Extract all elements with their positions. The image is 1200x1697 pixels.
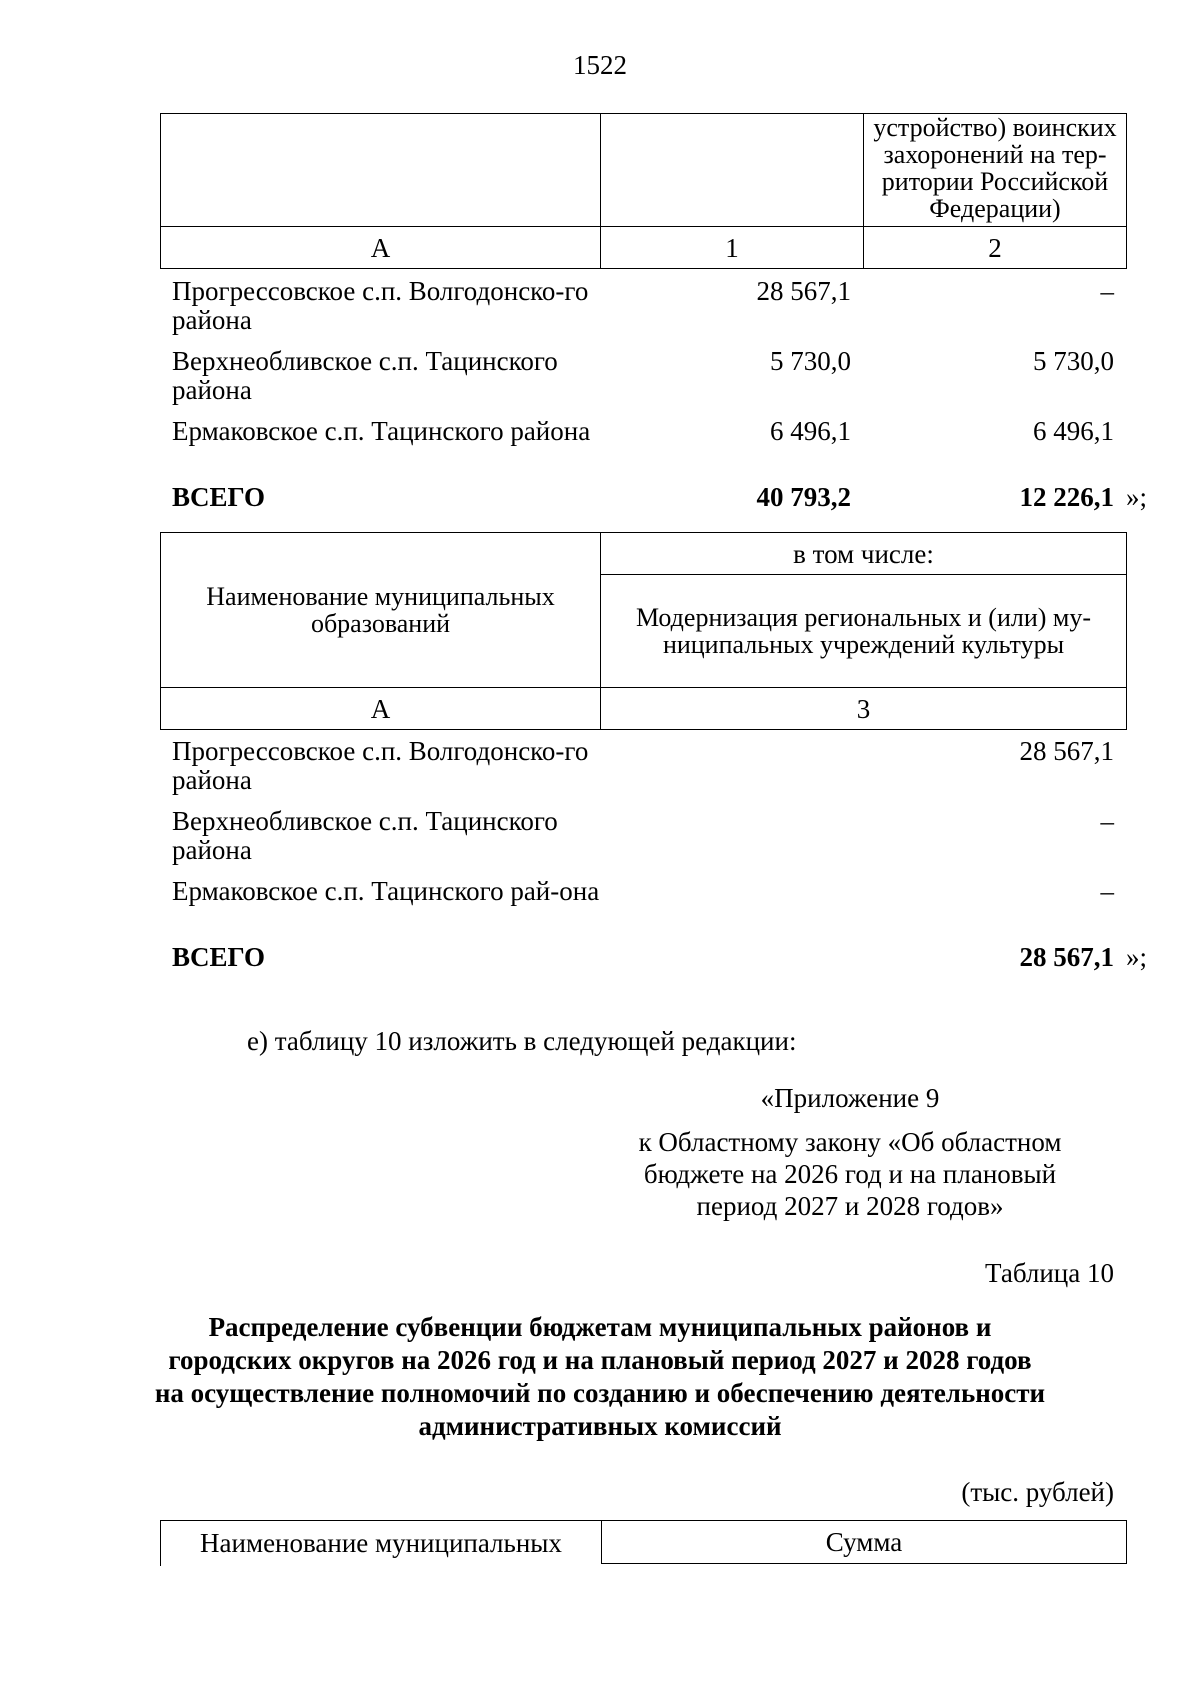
table-row — [160, 807, 1156, 877]
table-row — [160, 347, 1156, 417]
amendment-paragraph: е) таблицу 10 изложить в следующей редакции: — [247, 1026, 797, 1056]
continued-table-body — [160, 277, 1156, 519]
closing-quote: »; — [1126, 942, 1148, 972]
continued-table-header — [160, 113, 1127, 269]
table-row — [160, 737, 1156, 807]
table-caption: Таблица 10 — [985, 1258, 1114, 1288]
col-code-1: 1 — [601, 227, 864, 269]
third-header-sum: Сумма — [601, 1521, 1127, 1564]
row-name: Верхнеобливское с.п. Тацинского района — [172, 806, 558, 865]
row-value-col2: – — [1100, 276, 1114, 306]
row-name: Прогрессовское с.п. Волгодонско-го района — [172, 736, 589, 795]
total-value-col2: 12 226,1 — [1019, 482, 1114, 512]
unit-note: (тыс. рублей) — [961, 1477, 1114, 1507]
title-line-3: на осуществление полномочий по созданию и обеспечению деятельности — [154, 1378, 1046, 1408]
header-col2-text: устройство) воинских захоронений на тер-ритории Российской Федерации) — [873, 113, 1117, 223]
total-label: ВСЕГО — [172, 482, 266, 512]
row-value-col1: 5 730,0 — [770, 346, 851, 376]
third-table-header — [160, 1520, 1127, 1566]
title-line-2: городских округов на 2026 год и на плановый период 2027 и 2028 годов — [168, 1345, 1032, 1375]
row-name: Ермаковское с.п. Тацинского района — [172, 416, 591, 446]
title-line-1: Распределение субвенции бюджетам муниципальных районов и — [208, 1312, 992, 1342]
header-group-cell: в том числе: — [601, 533, 1127, 575]
row-name: Верхнеобливское с.п. Тацинского района — [172, 346, 558, 405]
table-title — [150, 1311, 1050, 1443]
row-value-col2: 5 730,0 — [1033, 346, 1114, 376]
header-cell-col2 — [864, 114, 1127, 227]
page-number: 1522 — [573, 50, 627, 80]
total-value-col1: 40 793,2 — [756, 482, 851, 512]
header-col3-cell — [601, 575, 1127, 688]
col-code-3: 3 — [601, 688, 1127, 730]
second-table-header — [160, 532, 1127, 730]
col-code-a: А — [161, 227, 601, 269]
closing-quote: »; — [1126, 482, 1148, 512]
appendix-law-line-3: период 2027 и 2028 годов» — [696, 1191, 1004, 1221]
appendix-law-line-1: к Областному закону «Об областном — [638, 1127, 1062, 1157]
header-col3-text: Модернизация региональных и (или) му-ниципальных учреждений культуры — [635, 603, 1092, 659]
header-name-cell — [161, 533, 601, 688]
row-value-col3: 28 567,1 — [1019, 736, 1114, 766]
appendix-law-line-2: бюджете на 2026 год и на плановый — [643, 1159, 1057, 1189]
row-value-col1: 6 496,1 — [770, 416, 851, 446]
row-value-col3: – — [1100, 806, 1114, 836]
table-row — [160, 417, 1156, 483]
second-table-body — [160, 737, 1156, 979]
row-value-col2: 6 496,1 — [1033, 416, 1114, 446]
third-header-name: Наименование муниципальных — [200, 1528, 562, 1558]
title-line-4: административных комиссий — [418, 1411, 782, 1441]
row-value-col1: 28 567,1 — [756, 276, 851, 306]
header-cell-empty-1 — [161, 114, 601, 227]
header-cell-empty-2 — [601, 114, 864, 227]
header-name-text: Наименование муниципальных образований — [206, 582, 555, 638]
col-code-a: А — [161, 688, 601, 730]
total-row — [160, 943, 1156, 979]
row-name: Прогрессовское с.п. Волгодонско-го района — [172, 276, 589, 335]
total-value-col3: 28 567,1 — [1019, 942, 1114, 972]
total-label: ВСЕГО — [172, 942, 266, 972]
row-name: Ермаковское с.п. Тацинского рай-она — [172, 876, 600, 906]
row-value-col3: – — [1100, 876, 1114, 906]
total-row — [160, 483, 1156, 519]
table-row — [160, 877, 1156, 943]
table-row — [160, 277, 1156, 347]
appendix-label: «Приложение 9 — [760, 1083, 940, 1113]
col-code-2: 2 — [864, 227, 1127, 269]
